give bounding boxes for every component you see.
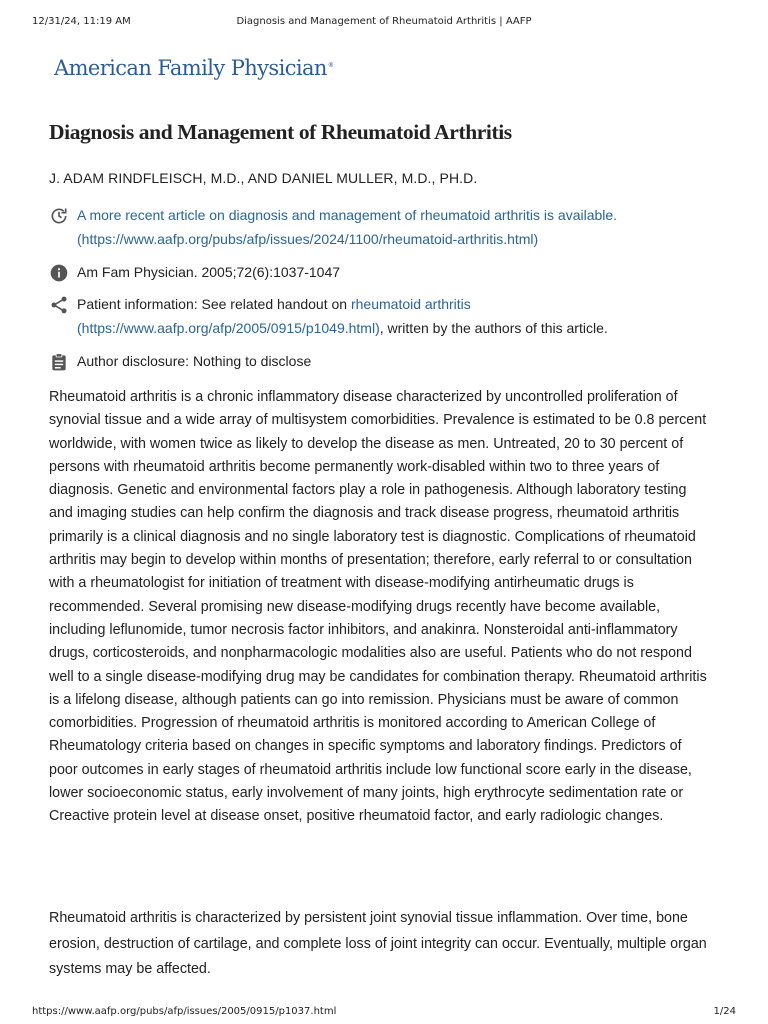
patient-info-prefix: Patient information: See related handout on	[77, 296, 351, 312]
page-number: 1/24	[713, 1006, 736, 1017]
clipboard-icon	[49, 352, 69, 372]
update-icon	[49, 206, 69, 226]
patient-info-suffix: , written by the authors of this article.	[379, 320, 608, 336]
handout-url[interactable]: (https://www.aafp.org/afp/2005/0915/p1049.html)	[77, 320, 380, 336]
article-abstract: Rheumatoid arthritis is a chronic inflammatory disease characterized by uncontrolled proliferation of synovial tissue and a wide array of multisystem comorbidities. Prevalence is estimated to be 0.8 percent worldwide, with women twice as likely to develop the disease as men. Untreated, 20 to 30 percent of persons with rheumatoid arthritis become permanently work-disabled within two to three years of diagnosis. Genetic and environmental factors play a role in pathogenesis. Although laboratory testing and imaging studies can help confirm the diagnosis and track disease progress, rheumatoid arthritis primarily is a clinical diagnosis and no single laboratory test is diagnostic. Complications of rheumatoid arthritis may begin to develop within months of presentation; therefore, early referral to or consultation with a rheumatologist for initiation of treatment with disease-modifying antirheumatic drugs is recommended. Several promising new disease-modifying drugs recently have become available, including leflunomide, tumor necrosis factor inhibitors, and anakinra. Nonsteroidal anti-inflammatory drugs, corticosteroids, and nonpharmacologic modalities also are useful. Patients who do not respond well to a single disease-modifying drug may be candidates for combination therapy. Rheumatoid arthritis is a lifelong disease, although patients can go into remission. Physicians must be aware of common comorbidities. Progression of rheumatoid arthritis is monitored according to American College of Rheumatology criteria based on changes in specific symptoms and laboratory findings. Predictors of poor outcomes in early stages of rheumatoid arthritis include low functional score early in the disease, lower socioeconomic status, early involvement of many joints, high erythrocyte sedimentation rate or Creactive protein level at disease onset, positive rheumatoid factor, and early radiologic changes.	[49, 389, 707, 825]
article-title: Diagnosis and Management of Rheumatoid Arthritis	[49, 120, 512, 144]
print-footer-url: https://www.aafp.org/pubs/afp/issues/2005/0915/p1037.html	[32, 1006, 337, 1017]
info-icon	[49, 263, 69, 283]
print-datetime: 12/31/24, 11:19 AM	[32, 16, 131, 27]
journal-logo-mark: ®	[327, 62, 334, 69]
disclosure-text: Author disclosure: Nothing to disclose	[77, 353, 312, 369]
update-notice-url[interactable]: (https://www.aafp.org/pubs/afp/issues/2024/1100/rheumatoid-arthritis.html)	[77, 231, 539, 247]
print-doc-title: Diagnosis and Management of Rheumatoid Arthritis | AAFP	[236, 16, 532, 27]
citation-text: Am Fam Physician. 2005;72(6):1037-1047	[77, 264, 341, 280]
share-icon	[49, 295, 69, 315]
journal-logo[interactable]	[54, 56, 333, 80]
intro-paragraph: Rheumatoid arthritis is characterized by persistent joint synovial tissue inflammation. Over time, bone erosion, destruction of cartilage, and complete loss of joint integrity can occur. Eventually, multiple organ systems may be affected.	[49, 910, 707, 977]
article-authors: J. ADAM RINDFLEISCH, M.D., AND DANIEL MULLER, M.D., PH.D.	[49, 170, 478, 186]
update-notice-link[interactable]: A more recent article on diagnosis and management of rheumatoid arthritis is available.	[77, 207, 618, 223]
journal-logo-text: American Family Physician	[54, 56, 327, 80]
handout-link[interactable]: rheumatoid arthritis	[350, 296, 471, 312]
